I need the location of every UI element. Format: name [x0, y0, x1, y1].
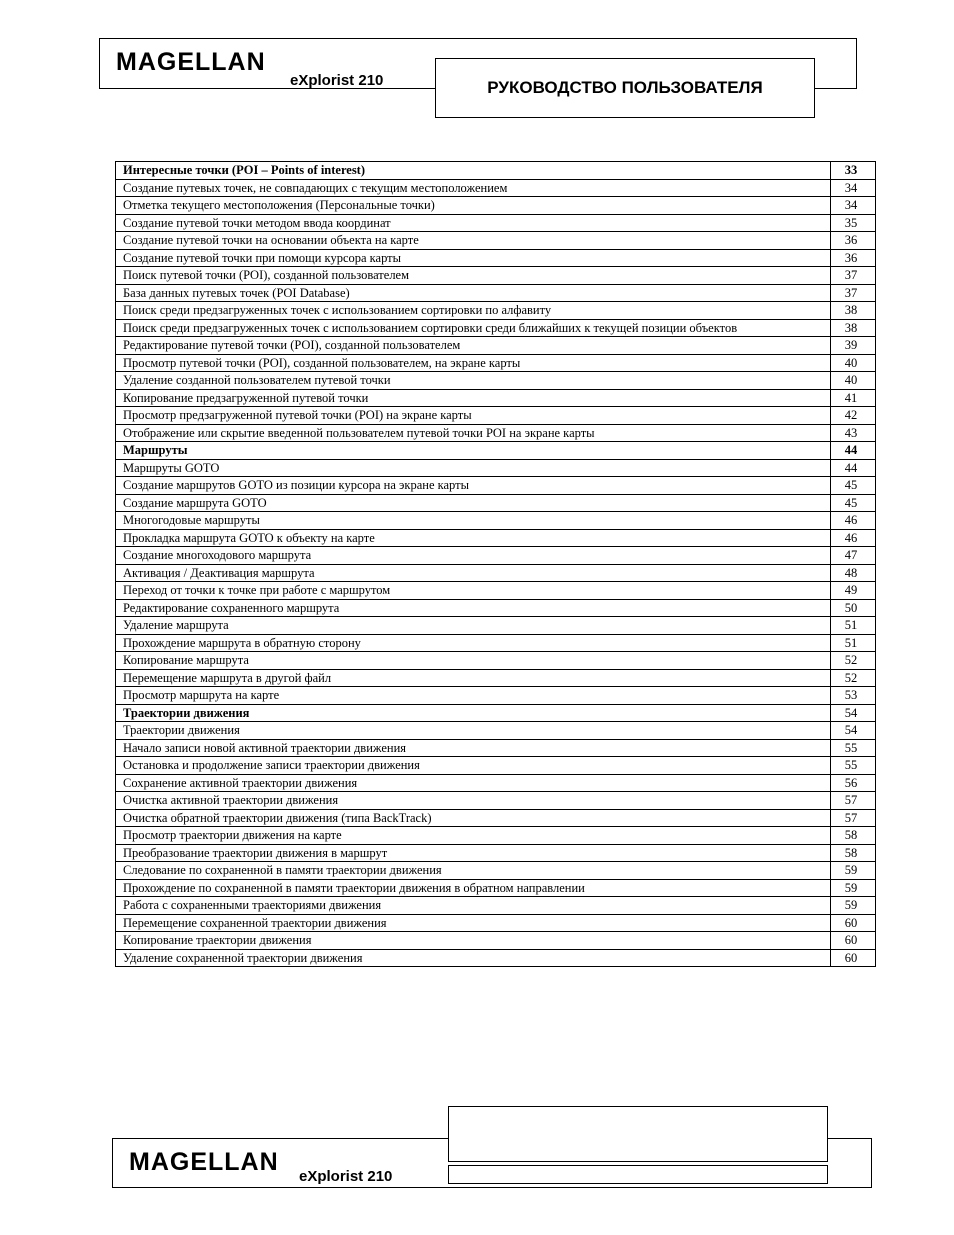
toc-entry-page: 50	[831, 599, 876, 617]
toc-entry-title: Создание многоходового маршрута	[116, 547, 831, 565]
footer-brand-logo: MAGELLAN	[129, 1148, 279, 1176]
toc-row	[116, 319, 876, 337]
toc-entry-page: 38	[831, 302, 876, 320]
toc-entry-page: 33	[831, 162, 876, 180]
toc-entry-page: 57	[831, 809, 876, 827]
toc-row	[116, 914, 876, 932]
toc-entry-title: Просмотр путевой точки (POI), созданной пользователем, на экране карты	[116, 354, 831, 372]
toc-entry-page: 56	[831, 774, 876, 792]
toc-row	[116, 704, 876, 722]
document-title: РУКОВОДСТВО ПОЛЬЗОВАТЕЛЯ	[487, 78, 763, 97]
toc-row	[116, 424, 876, 442]
toc-entry-title: Остановка и продолжение записи траектории движения	[116, 757, 831, 775]
toc-entry-page: 54	[831, 722, 876, 740]
toc-entry-title: Удаление сохраненной траектории движения	[116, 949, 831, 967]
toc-row	[116, 582, 876, 600]
toc-entry-page: 52	[831, 652, 876, 670]
toc-entry-title: Создание путевой точки на основании объекта на карте	[116, 232, 831, 250]
toc-entry-page: 36	[831, 249, 876, 267]
toc-entry-page: 53	[831, 687, 876, 705]
toc-entry-title: Редактирование сохраненного маршрута	[116, 599, 831, 617]
toc-row	[116, 792, 876, 810]
toc-entry-title: Перемещение сохраненной траектории движения	[116, 914, 831, 932]
toc-entry-title: Создание путевой точки методом ввода координат	[116, 214, 831, 232]
toc-entry-page: 46	[831, 512, 876, 530]
toc-entry-page: 57	[831, 792, 876, 810]
toc-row	[116, 844, 876, 862]
toc-entry-page: 51	[831, 617, 876, 635]
toc-row	[116, 599, 876, 617]
toc-entry-page: 51	[831, 634, 876, 652]
toc-row	[116, 652, 876, 670]
header-model-name: eXplorist 210	[290, 72, 384, 89]
toc-entry-title: Копирование траектории движения	[116, 932, 831, 950]
toc-entry-title: Работа с сохраненными траекториями движения	[116, 897, 831, 915]
toc-row	[116, 407, 876, 425]
toc-entry-title: Прокладка маршрута GOTO к объекту на карте	[116, 529, 831, 547]
toc-entry-page: 37	[831, 284, 876, 302]
toc-row	[116, 494, 876, 512]
toc-row	[116, 564, 876, 582]
toc-entry-page: 34	[831, 179, 876, 197]
toc-entry-page: 55	[831, 739, 876, 757]
toc-entry-title: Просмотр предзагруженной путевой точки (POI) на экране карты	[116, 407, 831, 425]
toc-entry-title: Сохранение активной траектории движения	[116, 774, 831, 792]
toc-entry-title: Поиск среди предзагруженных точек с использованием сортировки по алфавиту	[116, 302, 831, 320]
toc-row	[116, 669, 876, 687]
toc-entry-title: Траектории движения	[116, 704, 831, 722]
toc-entry-page: 49	[831, 582, 876, 600]
toc-entry-page: 38	[831, 319, 876, 337]
toc-entry-title: Удаление маршрута	[116, 617, 831, 635]
toc-entry-page: 40	[831, 354, 876, 372]
toc-entry-title: Перемещение маршрута в другой файл	[116, 669, 831, 687]
toc-row	[116, 179, 876, 197]
toc-entry-title: Просмотр маршрута на карте	[116, 687, 831, 705]
toc-entry-page: 44	[831, 459, 876, 477]
toc-entry-title: Преобразование траектории движения в маршрут	[116, 844, 831, 862]
toc-entry-title: Отображение или скрытие введенной пользователем путевой точки POI на экране карты	[116, 424, 831, 442]
toc-entry-title: Следование по сохраненной в памяти траектории движения	[116, 862, 831, 880]
toc-entry-page: 46	[831, 529, 876, 547]
toc-row	[116, 284, 876, 302]
toc-row	[116, 214, 876, 232]
toc-entry-title: Создание путевой точки при помощи курсора карты	[116, 249, 831, 267]
toc-entry-page: 60	[831, 932, 876, 950]
toc-entry-title: Прохождение маршрута в обратную сторону	[116, 634, 831, 652]
toc-row	[116, 897, 876, 915]
toc-row	[116, 529, 876, 547]
toc-row	[116, 337, 876, 355]
toc-body	[116, 162, 876, 967]
toc-row	[116, 634, 876, 652]
toc-entry-page: 44	[831, 442, 876, 460]
toc-entry-title: Копирование предзагруженной путевой точки	[116, 389, 831, 407]
toc-row	[116, 879, 876, 897]
toc-row	[116, 722, 876, 740]
toc-row	[116, 774, 876, 792]
toc-row	[116, 232, 876, 250]
toc-entry-title: Маршруты GOTO	[116, 459, 831, 477]
toc-entry-title: Создание маршрута GOTO	[116, 494, 831, 512]
toc-entry-page: 60	[831, 914, 876, 932]
toc-entry-page: 59	[831, 862, 876, 880]
toc-entry-page: 40	[831, 372, 876, 390]
toc-row	[116, 354, 876, 372]
toc-row	[116, 442, 876, 460]
toc-entry-title: Многогодовые маршруты	[116, 512, 831, 530]
toc-entry-page: 36	[831, 232, 876, 250]
toc-row	[116, 249, 876, 267]
footer-blank-field-bottom	[448, 1165, 828, 1184]
toc-entry-title: Начало записи новой активной траектории движения	[116, 739, 831, 757]
toc-entry-title: Просмотр траектории движения на карте	[116, 827, 831, 845]
toc-entry-title: Активация / Деактивация маршрута	[116, 564, 831, 582]
toc-row	[116, 547, 876, 565]
toc-entry-title: Маршруты	[116, 442, 831, 460]
toc-row	[116, 617, 876, 635]
toc-row	[116, 477, 876, 495]
toc-entry-title: Прохождение по сохраненной в памяти траектории движения в обратном направлении	[116, 879, 831, 897]
table-of-contents	[115, 161, 876, 967]
toc-entry-page: 41	[831, 389, 876, 407]
toc-row	[116, 302, 876, 320]
footer-blank-field-top	[448, 1106, 828, 1162]
toc-entry-title: Траектории движения	[116, 722, 831, 740]
toc-row	[116, 162, 876, 180]
toc-entry-page: 43	[831, 424, 876, 442]
toc-entry-title: Создание маршрутов GOTO из позиции курсора на экране карты	[116, 477, 831, 495]
toc-entry-title: Поиск путевой точки (POI), созданной пользователем	[116, 267, 831, 285]
header-brand-logo: MAGELLAN	[116, 48, 266, 76]
toc-entry-title: Удаление созданной пользователем путевой точки	[116, 372, 831, 390]
toc-entry-page: 39	[831, 337, 876, 355]
toc-entry-page: 52	[831, 669, 876, 687]
toc-entry-title: Отметка текущего местоположения (Персональные точки)	[116, 197, 831, 215]
toc-entry-title: Редактирование путевой точки (POI), созданной пользователем	[116, 337, 831, 355]
document-title-box	[435, 58, 815, 118]
toc-entry-page: 35	[831, 214, 876, 232]
toc-entry-title: Копирование маршрута	[116, 652, 831, 670]
toc-row	[116, 389, 876, 407]
toc-entry-page: 42	[831, 407, 876, 425]
toc-entry-title: Интересные точки (POI – Points of interest)	[116, 162, 831, 180]
toc-row	[116, 862, 876, 880]
toc-entry-page: 47	[831, 547, 876, 565]
toc-row	[116, 739, 876, 757]
toc-row	[116, 459, 876, 477]
toc-row	[116, 949, 876, 967]
toc-entry-page: 59	[831, 897, 876, 915]
toc-entry-page: 48	[831, 564, 876, 582]
toc-entry-title: База данных путевых точек (POI Database)	[116, 284, 831, 302]
toc-entry-page: 37	[831, 267, 876, 285]
toc-entry-page: 58	[831, 844, 876, 862]
toc-row	[116, 372, 876, 390]
toc-row	[116, 687, 876, 705]
toc-entry-title: Переход от точки к точке при работе с маршрутом	[116, 582, 831, 600]
toc-row	[116, 512, 876, 530]
toc-entry-page: 45	[831, 477, 876, 495]
toc-row	[116, 809, 876, 827]
toc-entry-page: 60	[831, 949, 876, 967]
toc-entry-page: 58	[831, 827, 876, 845]
toc-row	[116, 757, 876, 775]
toc-entry-page: 55	[831, 757, 876, 775]
toc-row	[116, 932, 876, 950]
toc-row	[116, 197, 876, 215]
toc-entry-title: Очистка обратной траектории движения (типа BackTrack)	[116, 809, 831, 827]
toc-entry-title: Создание путевых точек, не совпадающих с текущим местоположением	[116, 179, 831, 197]
toc-entry-title: Очистка активной траектории движения	[116, 792, 831, 810]
footer-model-name: eXplorist 210	[299, 1168, 393, 1185]
toc-row	[116, 267, 876, 285]
toc-row	[116, 827, 876, 845]
toc-entry-page: 54	[831, 704, 876, 722]
toc-entry-page: 45	[831, 494, 876, 512]
toc-entry-title: Поиск среди предзагруженных точек с использованием сортировки среди ближайших к текущей позиции объектов	[116, 319, 831, 337]
toc-entry-page: 34	[831, 197, 876, 215]
toc-entry-page: 59	[831, 879, 876, 897]
